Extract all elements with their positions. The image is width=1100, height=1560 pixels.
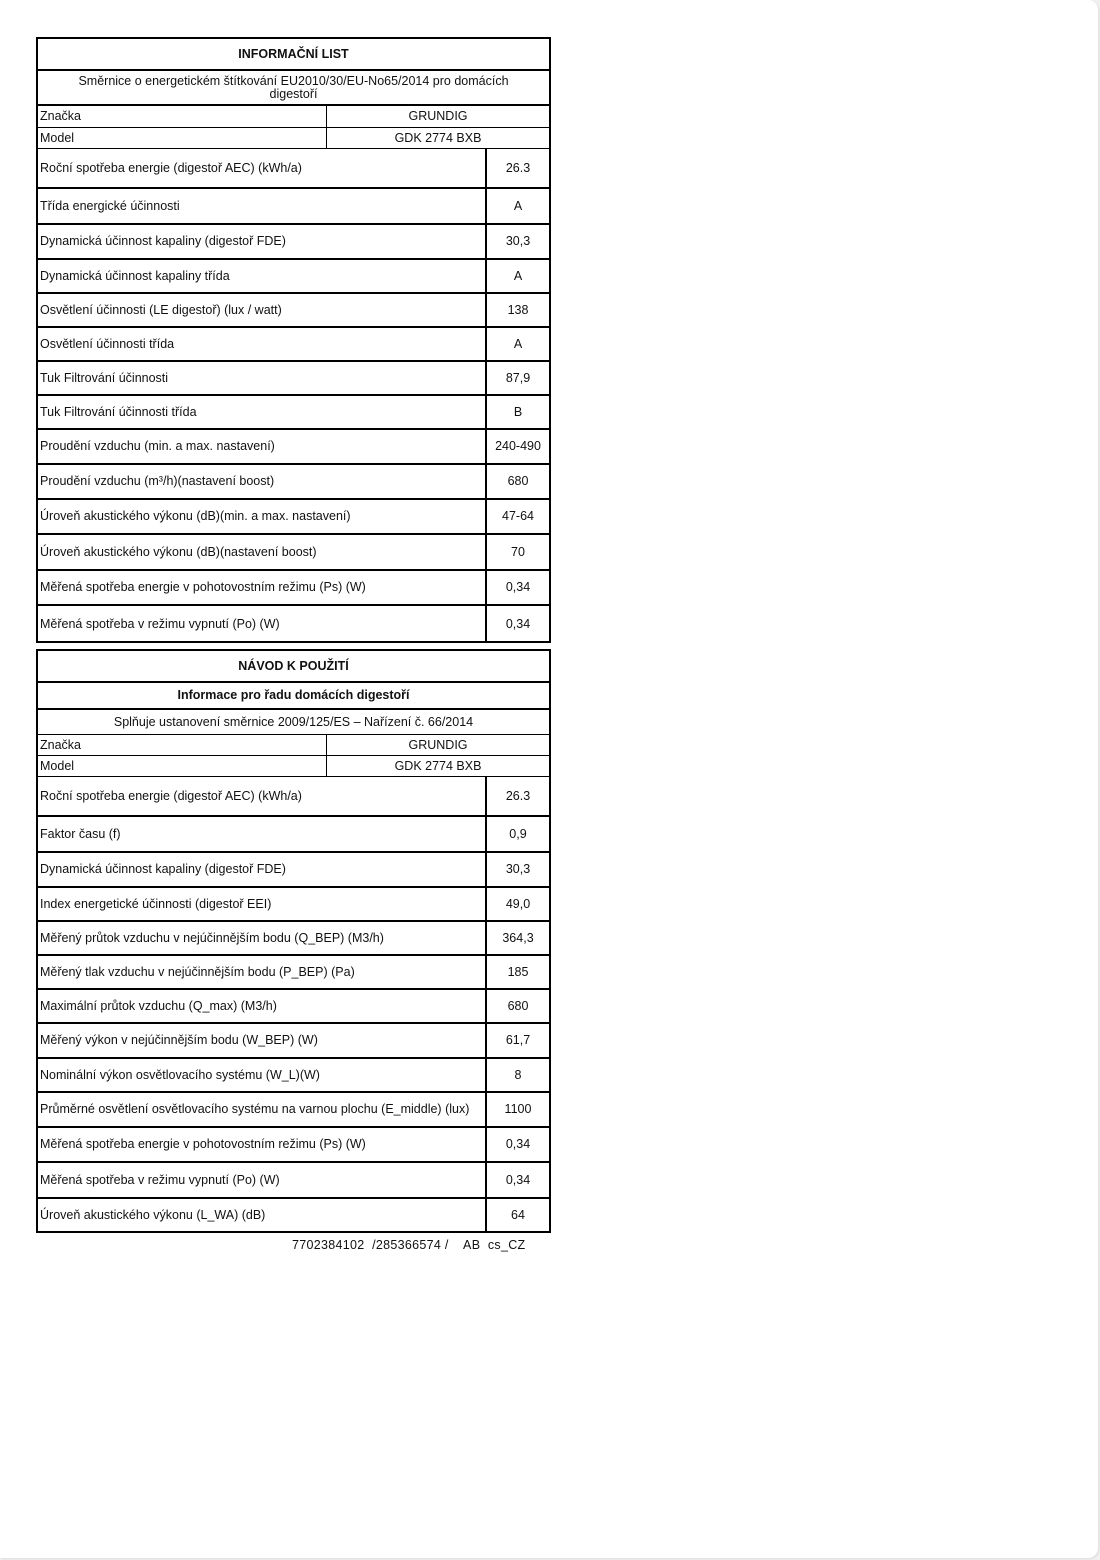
brand-row [38, 735, 549, 756]
row-label: Proudění vzduchu (min. a max. nastavení) [40, 439, 275, 453]
table-row [38, 465, 549, 500]
table-row [38, 1199, 549, 1232]
row-value: 138 [485, 294, 549, 326]
row-value: B [485, 396, 549, 428]
row-value: 49,0 [485, 888, 549, 920]
row-value: A [485, 189, 549, 223]
model-label: Model [38, 128, 327, 148]
row-label: Index energetické účinnosti (digestoř EEI) [40, 896, 272, 911]
row-value: 30,3 [485, 225, 549, 258]
table-row [38, 328, 549, 362]
table-row [38, 1093, 549, 1128]
model-row [38, 756, 549, 777]
table-row [38, 1059, 549, 1093]
row-label: Tuk Filtrování účinnosti třída [40, 404, 197, 419]
row-value: 185 [485, 956, 549, 988]
manual-subtitle-row [38, 683, 549, 710]
table-row [38, 817, 549, 853]
row-label: Měřený tlak vzduchu v nejúčinnějším bodu (P_BEP) (Pa) [40, 964, 355, 979]
row-label: Maximální průtok vzduchu (Q_max) (M3/h) [40, 998, 277, 1013]
row-label: Měřená spotřeba energie v pohotovostním režimu (Ps) (W) [40, 580, 366, 594]
table-row [38, 853, 549, 888]
row-value: 0,34 [485, 571, 549, 604]
model-row [38, 128, 549, 149]
row-value: 26.3 [485, 149, 549, 187]
model-value: GDK 2774 BXB [394, 758, 482, 773]
compliance-text: Splňuje ustanovení směrnice 2009/125/ES – Nařízení č. 66/2014 [113, 714, 474, 729]
row-label: Roční spotřeba energie (digestoř AEC) (kWh/a) [40, 788, 302, 803]
table-row [38, 888, 549, 922]
table-row [38, 294, 549, 328]
row-label: Průměrné osvětlení osvětlovacího systému na varnou plochu (E_middle) (lux) [40, 1102, 470, 1116]
row-label: Měřená spotřeba v režimu vypnutí (Po) (W) [40, 616, 280, 631]
manual-title-row [38, 651, 549, 683]
row-label: Měřená spotřeba energie v pohotovostním režimu (Ps) (W) [40, 1137, 366, 1151]
table-row [38, 922, 549, 956]
compliance-row [38, 710, 549, 735]
info-sheet-title: INFORMAČNÍ LIST [238, 46, 349, 61]
row-label: Úroveň akustického výkonu (L_WA) (dB) [40, 1208, 266, 1222]
brand-label: Značka [38, 106, 327, 127]
row-value: 0,9 [485, 817, 549, 851]
row-value: 680 [485, 465, 549, 498]
table-row [38, 189, 549, 225]
row-value: 0,34 [485, 606, 549, 642]
row-label: Dynamická účinnost kapaliny třída [40, 268, 230, 283]
table-row [38, 430, 549, 465]
row-label: Dynamická účinnost kapaliny (digestoř FDE) [40, 234, 286, 248]
row-label: Tuk Filtrování účinnosti [40, 370, 169, 385]
manual-title: NÁVOD K POUŽITÍ [238, 658, 349, 673]
table-row [38, 396, 549, 430]
table-row [38, 1128, 549, 1163]
row-value: 240-490 [485, 430, 549, 463]
row-value: 364,3 [485, 922, 549, 954]
manual-table [36, 649, 551, 1233]
table-row [38, 571, 549, 606]
table-row [38, 777, 549, 817]
row-value: A [485, 260, 549, 292]
table-row [38, 990, 549, 1024]
row-label: Osvětlení účinnosti (LE digestoř) (lux / watt) [40, 302, 282, 317]
row-label: Měřený výkon v nejúčinnějším bodu (W_BEP) (W) [40, 1033, 318, 1047]
row-value: 70 [485, 535, 549, 569]
row-value: A [485, 328, 549, 360]
table-row [38, 362, 549, 396]
model-label: Model [38, 756, 327, 776]
table-row [38, 535, 549, 571]
row-value: 1100 [485, 1093, 549, 1126]
row-value: 26.3 [485, 777, 549, 815]
table-row [38, 1024, 549, 1059]
brand-label: Značka [38, 735, 327, 755]
row-label: Úroveň akustického výkonu (dB)(min. a max. nastavení) [40, 509, 351, 523]
table-row [38, 1163, 549, 1199]
row-value: 0,34 [485, 1163, 549, 1197]
row-label: Faktor času (f) [40, 826, 121, 841]
manual-subtitle: Informace pro řadu domácích digestoří [177, 688, 410, 702]
row-value: 0,34 [485, 1128, 549, 1161]
row-value: 8 [485, 1059, 549, 1091]
table-row [38, 956, 549, 990]
info-sheet-title-row [38, 39, 549, 71]
brand-value: GRUNDIG [408, 109, 468, 123]
brand-value: GRUNDIG [408, 737, 468, 752]
info-sheet-subtitle: Směrnice o energetickém štítkování EU2010/30/EU-No65/2014 pro domácích digestoří [78, 73, 509, 101]
row-value: 61,7 [485, 1024, 549, 1057]
row-label: Roční spotřeba energie (digestoř AEC) (kWh/a) [40, 160, 302, 175]
row-label: Osvětlení účinnosti třída [40, 336, 175, 351]
row-value: 87,9 [485, 362, 549, 394]
row-label: Měřený průtok vzduchu v nejúčinnějším bodu (Q_BEP) (M3/h) [40, 930, 384, 945]
table-row [38, 500, 549, 535]
info-sheet-table [36, 37, 551, 643]
table-row [38, 260, 549, 294]
row-value: 47-64 [485, 500, 549, 533]
model-value: GDK 2774 BXB [394, 130, 482, 145]
table-row [38, 225, 549, 260]
row-label: Třída energické účinnosti [40, 198, 180, 213]
row-value: 680 [485, 990, 549, 1022]
row-label: Úroveň akustického výkonu (dB)(nastavení boost) [40, 544, 317, 559]
row-value: 30,3 [485, 853, 549, 886]
info-sheet-subtitle-row [38, 71, 549, 106]
row-label: Proudění vzduchu (m³/h)(nastavení boost) [40, 474, 275, 488]
document-code: 7702384102 /285366574 / AB cs_CZ [292, 1238, 526, 1252]
row-label: Dynamická účinnost kapaliny (digestoř FDE) [40, 862, 286, 876]
row-value: 64 [485, 1199, 549, 1232]
row-label: Nominální výkon osvětlovacího systému (W_L)(W) [40, 1067, 320, 1082]
table-row [38, 606, 549, 642]
table-row [38, 149, 549, 189]
row-label: Měřená spotřeba v režimu vypnutí (Po) (W) [40, 1172, 280, 1187]
brand-row [38, 106, 549, 128]
